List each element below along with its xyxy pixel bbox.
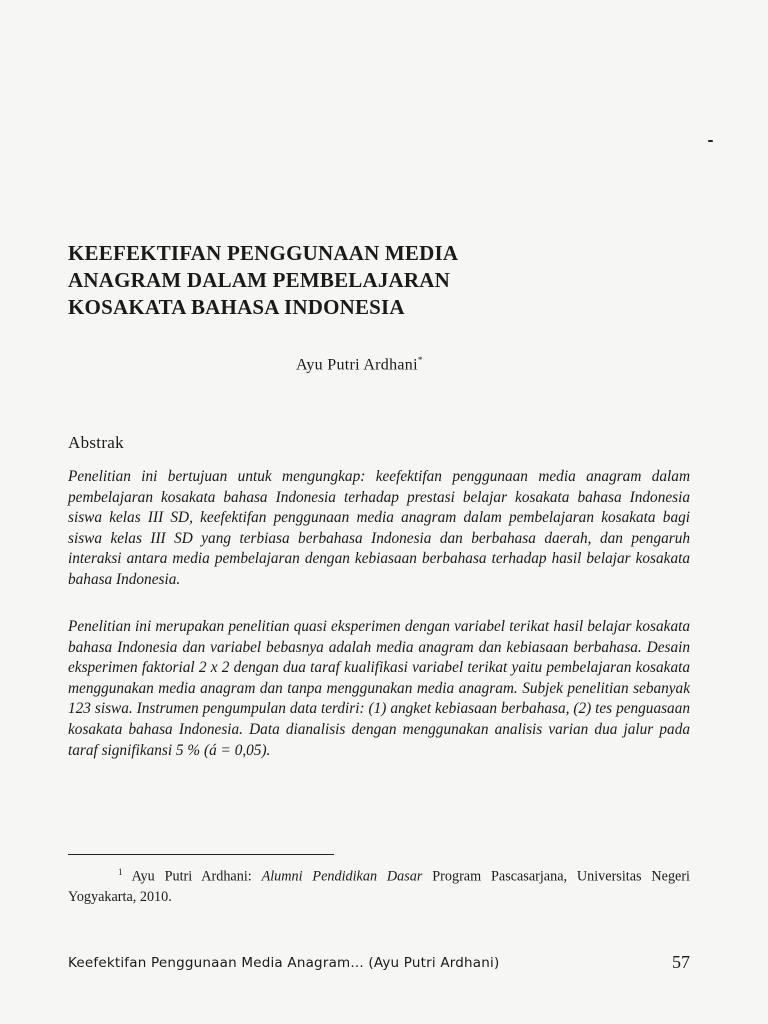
abstract-heading: Abstrak — [68, 433, 124, 452]
article-title — [68, 240, 628, 321]
footnote-marker: 1 — [118, 867, 123, 877]
running-footer: Keefektifan Penggunaan Media Anagram... (Ayu Putri Ardhani) — [68, 955, 500, 971]
footnote-name: Ayu Putri Ardhani: — [122, 868, 262, 885]
abstract-paragraph: Penelitian ini bertujuan untuk mengungkap: keefektifan penggunaan media anagram dalam pembelajaran kosakata bahasa Indonesia terhadap prestasi belajar kosakata bahasa Indonesia siswa kelas III SD, keefektifan penggunaan media anagram dalam pembelajaran kosakata bagi siswa kelas III SD yang terbiasa berbahasa Indonesia dan berbahasa daerah, dan pengaruh interaksi antara media pembelajaran dengan kebiasaan berbahasa terhadap hasil belajar kosakata bahasa Indonesia. — [68, 468, 690, 588]
title-line: ANAGRAM DALAM PEMBELAJARAN — [68, 268, 451, 292]
title-line: KEEFEKTIFAN PENGGUNAAN MEDIA — [68, 241, 459, 265]
footnote — [68, 862, 690, 907]
author-name: Ayu Putri Ardhani — [296, 356, 418, 374]
page-number: 57 — [672, 952, 690, 972]
scan-speck — [708, 140, 713, 142]
footnote-rule — [68, 854, 334, 855]
author-marker: * — [417, 355, 423, 365]
title-line: KOSAKATA BAHASA INDONESIA — [68, 295, 405, 319]
author-line — [296, 355, 423, 374]
footnote-rest: Program Pascasarjana, Universitas Negeri Yogyakarta, 2010. — [68, 868, 690, 905]
abstract-paragraph: Penelitian ini merupakan penelitian quasi eksperimen dengan variabel terikat hasil belajar kosakata bahasa Indonesia dan variabel bebasnya adalah media anagram dan kebiasaan berbahasa. Desain eksperimen faktorial 2 x 2 dengan dua taraf kualifikasi variabel terikat yaitu pembelajaran kosakata menggunakan media anagram dan tanpa menggunakan media anagram. Subjek penelitian sebanyak 123 siswa. Instrumen pengumpulan data terdiri: (1) angket kebiasaan berbahasa, (2) tes penguasaan kosakata bahasa Indonesia. Data dianalisis dengan menggunakan analisis varian dua jalur pada taraf signifikansi 5 % (á = 0,05). — [68, 618, 690, 759]
footnote-affiliation: Alumni Pendidikan Dasar — [261, 868, 423, 885]
